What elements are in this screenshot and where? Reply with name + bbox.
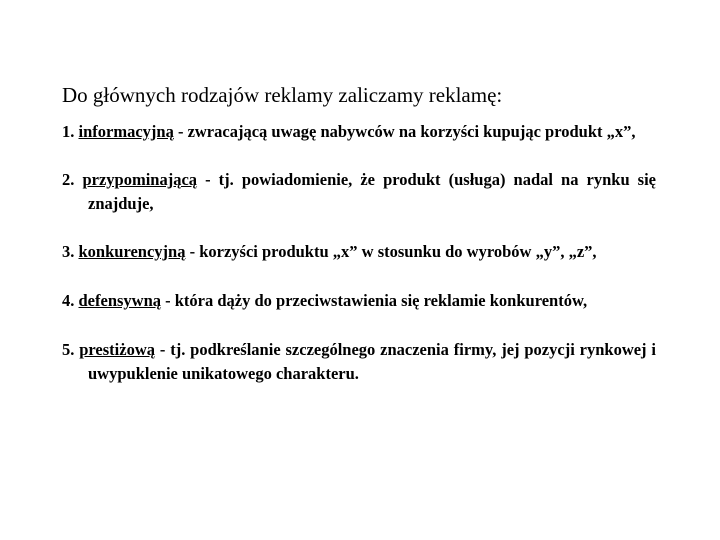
item-term: informacyjną (78, 122, 174, 141)
item-number: 3. (62, 242, 75, 261)
item-number: 1. (62, 122, 75, 141)
item-description: - zwracającą uwagę nabywców na korzyści kupując produkt „x”, (173, 122, 636, 141)
advertising-types-list (62, 120, 656, 386)
item-description: - korzyści produktu „x” w stosunku do wyrobów „y”, „z”, (185, 242, 597, 261)
list-item-prestige (62, 338, 656, 386)
item-term: prestiżową (79, 340, 155, 359)
item-description: - tj. powiadomienie, że produkt (usługa) nadal na rynku się znajduje, (88, 170, 657, 213)
list-item-reminder (62, 168, 656, 216)
slide-heading: Do głównych rodzajów reklamy zaliczamy reklamę: (62, 83, 503, 107)
item-number: 5. (62, 340, 75, 359)
list-item-competitive (62, 240, 656, 264)
item-description: - która dąży do przeciwstawienia się reklamie konkurentów, (161, 291, 588, 310)
item-term: defensywną (78, 291, 162, 310)
item-description: - tj. podkreślanie szczególnego znaczenia firmy, jej pozycji rynkowej i uwypuklenie unikatowego charakteru. (88, 340, 656, 383)
item-number: 2. (62, 170, 75, 189)
list-item-informational (62, 120, 656, 144)
item-term: przypominającą (82, 170, 198, 189)
item-number: 4. (62, 291, 75, 310)
item-term: konkurencyjną (78, 242, 186, 261)
list-item-defensive (62, 289, 656, 313)
